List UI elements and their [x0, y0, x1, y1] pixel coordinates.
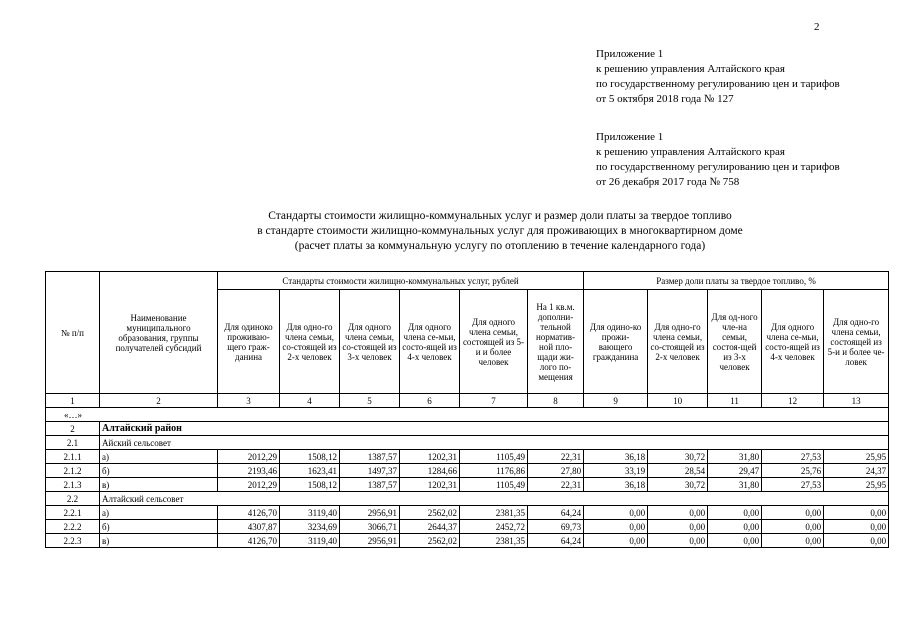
header-standards-col: Для одно-го члена семьи, со-стоящей из 2-х человек	[280, 290, 340, 394]
column-number: 11	[708, 394, 762, 408]
value-cell: 64,24	[528, 506, 584, 520]
header-no: № п/п	[46, 272, 100, 394]
value-cell: 25,76	[762, 464, 824, 478]
value-cell: 4126,70	[218, 534, 280, 548]
table-row	[46, 506, 889, 520]
column-number: 10	[648, 394, 708, 408]
value-cell: 36,18	[584, 450, 648, 464]
row-number: 2.2.3	[46, 534, 100, 548]
section-number: 2.1	[46, 436, 100, 450]
value-cell: 0,00	[708, 506, 762, 520]
value-cell: 1623,41	[280, 464, 340, 478]
page-number: 2	[814, 21, 820, 33]
row-number: 2.1.3	[46, 478, 100, 492]
appendix-line: Приложение 1	[596, 48, 664, 60]
row-number: 2.2.1	[46, 506, 100, 520]
row-group: в)	[100, 534, 218, 548]
value-cell: 1105,49	[460, 478, 528, 492]
column-number: 2	[100, 394, 218, 408]
value-cell: 2644,37	[400, 520, 460, 534]
value-cell: 2012,29	[218, 450, 280, 464]
district-number: 2	[46, 422, 100, 436]
table-row	[46, 520, 889, 534]
value-cell: 3119,40	[280, 506, 340, 520]
header-standards-col: Для одного члена се-мьи, состо-ящей из 4-х человек	[400, 290, 460, 394]
header-standards-col: На 1 кв.м. дополни-тельной норматив-ной пло-щади жи-лого по-мещения	[528, 290, 584, 394]
appendix-line: к решению управления Алтайского края	[596, 63, 785, 75]
header-share-col: Для одно-го члена семьи, со-стоящей из 2-х человек	[648, 290, 708, 394]
value-cell: 30,72	[648, 478, 708, 492]
value-cell: 1497,37	[340, 464, 400, 478]
header-share-col: Для одного члена се-мьи, состо-ящей из 4-х человек	[762, 290, 824, 394]
header-standards-col: Для одного члена семьи, со-стоящей из 3-х человек	[340, 290, 400, 394]
value-cell: 1202,31	[400, 478, 460, 492]
header-standards-col: Для одиноко проживаю-щего граж-данина	[218, 290, 280, 394]
row-group: а)	[100, 450, 218, 464]
value-cell: 0,00	[708, 534, 762, 548]
title-line: в стандарте стоимости жилищно-коммунальных услуг для проживающих в многоквартирном доме	[257, 225, 743, 237]
value-cell: 2956,91	[340, 534, 400, 548]
header-share-col: Для од-ного чле-на семьи, состоя-щей из 3-х человек	[708, 290, 762, 394]
header-share-col: Для одино-ко прожи-вающего гражданина	[584, 290, 648, 394]
column-number: 12	[762, 394, 824, 408]
section-row	[46, 492, 889, 506]
value-cell: 36,18	[584, 478, 648, 492]
value-cell: 0,00	[584, 520, 648, 534]
value-cell: 27,53	[762, 450, 824, 464]
table-row	[46, 478, 889, 492]
value-cell: 1284,66	[400, 464, 460, 478]
value-cell: 69,73	[528, 520, 584, 534]
value-cell: 29,47	[708, 464, 762, 478]
header-standards-group: Стандарты стоимости жилищно-коммунальных услуг, рублей	[218, 272, 584, 290]
value-cell: 1105,49	[460, 450, 528, 464]
value-cell: 0,00	[762, 506, 824, 520]
header-share-group: Размер доли платы за твердое топливо, %	[584, 272, 889, 290]
column-number: 9	[584, 394, 648, 408]
value-cell: 1387,57	[340, 478, 400, 492]
value-cell: 27,53	[762, 478, 824, 492]
value-cell: 3066,71	[340, 520, 400, 534]
row-group: б)	[100, 464, 218, 478]
value-cell: 2381,35	[460, 506, 528, 520]
row-number: 2.1.1	[46, 450, 100, 464]
appendix-line: по государственному регулированию цен и тарифов	[596, 161, 840, 173]
appendix-line: по государственному регулированию цен и тарифов	[596, 78, 840, 90]
value-cell: 22,31	[528, 450, 584, 464]
value-cell: 0,00	[762, 520, 824, 534]
column-number: 3	[218, 394, 280, 408]
district-name: Алтайский район	[100, 422, 889, 436]
section-name: Алтайский сельсовет	[100, 492, 889, 506]
row-group: а)	[100, 506, 218, 520]
value-cell: 0,00	[708, 520, 762, 534]
column-number: 4	[280, 394, 340, 408]
district-row	[46, 422, 889, 436]
document-title	[150, 209, 850, 254]
appendix-line: от 26 декабря 2017 года № 758	[596, 176, 740, 188]
title-line: Стандарты стоимости жилищно-коммунальных услуг и размер доли платы за твердое топливо	[268, 210, 732, 222]
column-number: 5	[340, 394, 400, 408]
row-number: 2.2.2	[46, 520, 100, 534]
value-cell: 24,37	[824, 464, 889, 478]
value-cell: 30,72	[648, 450, 708, 464]
value-cell: 1508,12	[280, 450, 340, 464]
standards-table	[45, 271, 889, 548]
row-number: 2.1.2	[46, 464, 100, 478]
value-cell: 3119,40	[280, 534, 340, 548]
value-cell: 1508,12	[280, 478, 340, 492]
header-share-col: Для одно-го члена семьи, состоящей из 5-и и более че-ловек	[824, 290, 889, 394]
section-name: Айский сельсовет	[100, 436, 889, 450]
table-row	[46, 464, 889, 478]
value-cell: 0,00	[648, 534, 708, 548]
value-cell: 31,80	[708, 450, 762, 464]
value-cell: 22,31	[528, 478, 584, 492]
appendix-line: к решению управления Алтайского края	[596, 146, 785, 158]
value-cell: 33,19	[584, 464, 648, 478]
value-cell: 2562,02	[400, 506, 460, 520]
header-standards-col: Для одного члена семьи, состоящей из 5-и и более человек	[460, 290, 528, 394]
value-cell: 0,00	[584, 534, 648, 548]
value-cell: 2012,29	[218, 478, 280, 492]
appendix-line: Приложение 1	[596, 131, 664, 143]
value-cell: 0,00	[648, 520, 708, 534]
value-cell: 2381,35	[460, 534, 528, 548]
value-cell: 2452,72	[460, 520, 528, 534]
value-cell: 1387,57	[340, 450, 400, 464]
value-cell: 2956,91	[340, 506, 400, 520]
section-row	[46, 436, 889, 450]
value-cell: 0,00	[824, 534, 889, 548]
column-numbers-row	[46, 394, 889, 408]
value-cell: 31,80	[708, 478, 762, 492]
appendix-old-block	[596, 130, 840, 190]
value-cell: 1176,86	[460, 464, 528, 478]
value-cell: 25,95	[824, 478, 889, 492]
value-cell: 28,54	[648, 464, 708, 478]
value-cell: 2562,02	[400, 534, 460, 548]
appendix-new-block	[596, 47, 840, 107]
column-number: 8	[528, 394, 584, 408]
appendix-line: от 5 октября 2018 года № 127	[596, 93, 734, 105]
column-number: 13	[824, 394, 889, 408]
section-number: 2.2	[46, 492, 100, 506]
column-number: 7	[460, 394, 528, 408]
table-row	[46, 450, 889, 464]
column-number: 6	[400, 394, 460, 408]
row-group: б)	[100, 520, 218, 534]
value-cell: 0,00	[824, 506, 889, 520]
value-cell: 2193,46	[218, 464, 280, 478]
value-cell: 3234,69	[280, 520, 340, 534]
title-line: (расчет платы за коммунальную услугу по отоплению в течение календарного года)	[294, 240, 706, 252]
ellipsis-row	[46, 408, 889, 422]
ellipsis-cell: «…»	[46, 408, 889, 422]
value-cell: 4307,87	[218, 520, 280, 534]
value-cell: 0,00	[648, 506, 708, 520]
row-group: в)	[100, 478, 218, 492]
value-cell: 64,24	[528, 534, 584, 548]
value-cell: 0,00	[762, 534, 824, 548]
table-row	[46, 534, 889, 548]
value-cell: 0,00	[824, 520, 889, 534]
column-number: 1	[46, 394, 100, 408]
value-cell: 27,80	[528, 464, 584, 478]
value-cell: 0,00	[584, 506, 648, 520]
value-cell: 4126,70	[218, 506, 280, 520]
header-name: Наименование муниципального образования, группы получателей субсидий	[100, 272, 218, 394]
value-cell: 1202,31	[400, 450, 460, 464]
value-cell: 25,95	[824, 450, 889, 464]
